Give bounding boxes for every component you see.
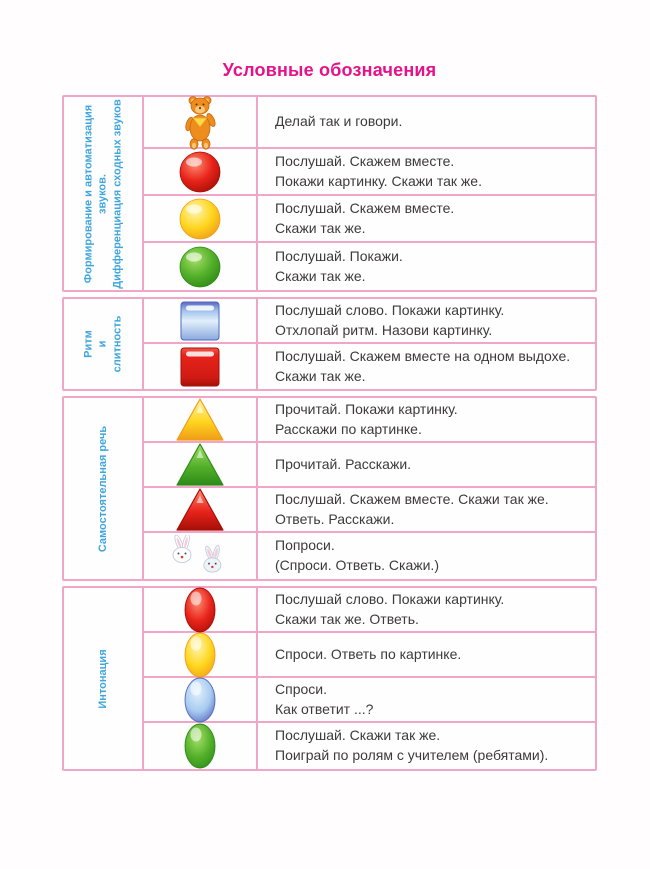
section-label: [82, 98, 125, 289]
green-oval-icon: [183, 722, 217, 770]
section-rows: [144, 299, 595, 389]
section-label-cell: [64, 299, 144, 389]
yellow-circle-icon: [179, 198, 221, 240]
instruction-line: Послушай. Покажи.: [275, 247, 403, 264]
legend-row: [144, 678, 595, 723]
symbol-cell: [144, 398, 258, 441]
legend-row: [144, 243, 595, 290]
green-triangle-icon: [175, 442, 225, 487]
instruction-cell: [258, 488, 595, 531]
teddy-bear-icon: [181, 94, 219, 150]
section-label-cell: [64, 398, 144, 579]
section-label: [82, 302, 125, 386]
instruction-line: Покажи картинку. Скажи так же.: [275, 172, 482, 189]
instruction-cell: [258, 633, 595, 676]
red-square-icon: [180, 347, 220, 387]
red-triangle-icon: [175, 487, 225, 532]
symbol-cell: [144, 443, 258, 486]
section-rows: [144, 398, 595, 579]
legend-row: [144, 488, 595, 533]
symbol-cell: [144, 633, 258, 676]
legend-section-intonation: [62, 586, 597, 771]
instruction-line: Как ответит ...?: [275, 700, 374, 717]
legend-row: [144, 633, 595, 678]
symbol-cell: [144, 678, 258, 721]
instruction-line: (Спроси. Ответь. Скажи.): [275, 557, 439, 573]
instruction-cell: [258, 243, 595, 290]
instruction-line: Послушай. Скажем вместе.: [275, 199, 455, 216]
legend-section-independent-speech: [62, 396, 597, 581]
instruction-line: Скажи так же.: [275, 219, 366, 236]
section-label-line: Формирование и автоматизация звуков.: [82, 104, 109, 283]
bunnies-icon: [168, 535, 232, 577]
legend-row: [144, 398, 595, 443]
instruction-cell: [258, 344, 595, 389]
instruction-cell: [258, 196, 595, 241]
instruction-line: Делай так и говори.: [275, 113, 403, 130]
instruction-line: Прочитай. Покажи картинку.: [275, 400, 458, 417]
section-label-line: и: [96, 340, 109, 348]
legend-section-sound-formation: [62, 95, 597, 292]
legend-row: [144, 344, 595, 389]
instruction-line: Попроси.: [275, 537, 335, 554]
symbol-cell: [144, 533, 258, 579]
symbol-cell: [144, 196, 258, 241]
section-label-cell: [64, 588, 144, 769]
instruction-line: Отхлопай ритм. Назови картинку.: [275, 321, 493, 338]
symbol-cell: [144, 299, 258, 342]
legend-row: [144, 299, 595, 344]
instruction-line: Скажи так же.: [275, 267, 366, 284]
instruction-line: Скажи так же. Ответь.: [275, 610, 419, 627]
instruction-cell: [258, 443, 595, 486]
symbol-cell: [144, 97, 258, 147]
yellow-triangle-icon: [175, 397, 225, 442]
legend-row: [144, 196, 595, 243]
instruction-line: Скажи так же.: [275, 367, 366, 384]
legend-row: [144, 443, 595, 488]
legend-row: [144, 149, 595, 196]
instruction-line: Послушай. Скажем вместе. Скажи так же.: [275, 490, 549, 507]
instruction-line: Послушай. Скажем вместе на одном выдохе.: [275, 347, 571, 364]
instruction-line: Послушай слово. Покажи картинку.: [275, 301, 505, 318]
blue-square-icon: [180, 301, 220, 341]
section-label-line: Интонация: [96, 648, 109, 709]
instruction-cell: [258, 149, 595, 194]
instruction-line: Спроси. Ответь по картинке.: [275, 645, 462, 662]
section-rows: [144, 97, 595, 290]
symbol-cell: [144, 344, 258, 389]
instruction-line: Поиграй по ролям с учителем (ребятами).: [275, 747, 549, 763]
legend-row: [144, 97, 595, 149]
instruction-line: Прочитай. Расскажи.: [275, 455, 412, 472]
instruction-line: Ответь. Расскажи.: [275, 510, 395, 527]
legend-table: [62, 95, 597, 776]
red-circle-icon: [179, 151, 221, 193]
yellow-oval-icon: [183, 631, 217, 679]
section-label: [96, 589, 110, 768]
section-label-line: слитность: [111, 315, 124, 373]
blue-oval-icon: [183, 676, 217, 724]
legend-row: [144, 533, 595, 579]
section-label-cell: [64, 97, 144, 290]
instruction-cell: [258, 97, 595, 147]
instruction-cell: [258, 299, 595, 342]
section-label: [96, 399, 110, 578]
instruction-cell: [258, 723, 595, 769]
green-circle-icon: [179, 246, 221, 288]
section-label-line: Дифференциация сходных звуков: [111, 98, 124, 289]
symbol-cell: [144, 243, 258, 290]
instruction-cell: [258, 398, 595, 441]
section-label-line: Самостоятельная речь: [96, 425, 109, 552]
page-title: Условные обозначения: [222, 60, 437, 80]
symbol-cell: [144, 149, 258, 194]
instruction-line: Расскажи по картинке.: [275, 420, 422, 437]
symbol-cell: [144, 488, 258, 531]
instruction-line: Послушай. Скажи так же.: [275, 727, 441, 744]
red-oval-icon: [183, 586, 217, 634]
legend-section-rhythm: [62, 297, 597, 391]
section-label-line: Ритм: [82, 330, 95, 358]
instruction-cell: [258, 588, 595, 631]
instruction-line: Послушай слово. Покажи картинку.: [275, 590, 505, 607]
symbol-cell: [144, 588, 258, 631]
instruction-cell: [258, 678, 595, 721]
legend-row: [144, 723, 595, 769]
legend-row: [144, 588, 595, 633]
section-rows: [144, 588, 595, 769]
instruction-line: Послушай. Скажем вместе.: [275, 152, 455, 169]
instruction-line: Спроси.: [275, 680, 327, 697]
symbol-cell: [144, 723, 258, 769]
instruction-cell: [258, 533, 595, 579]
